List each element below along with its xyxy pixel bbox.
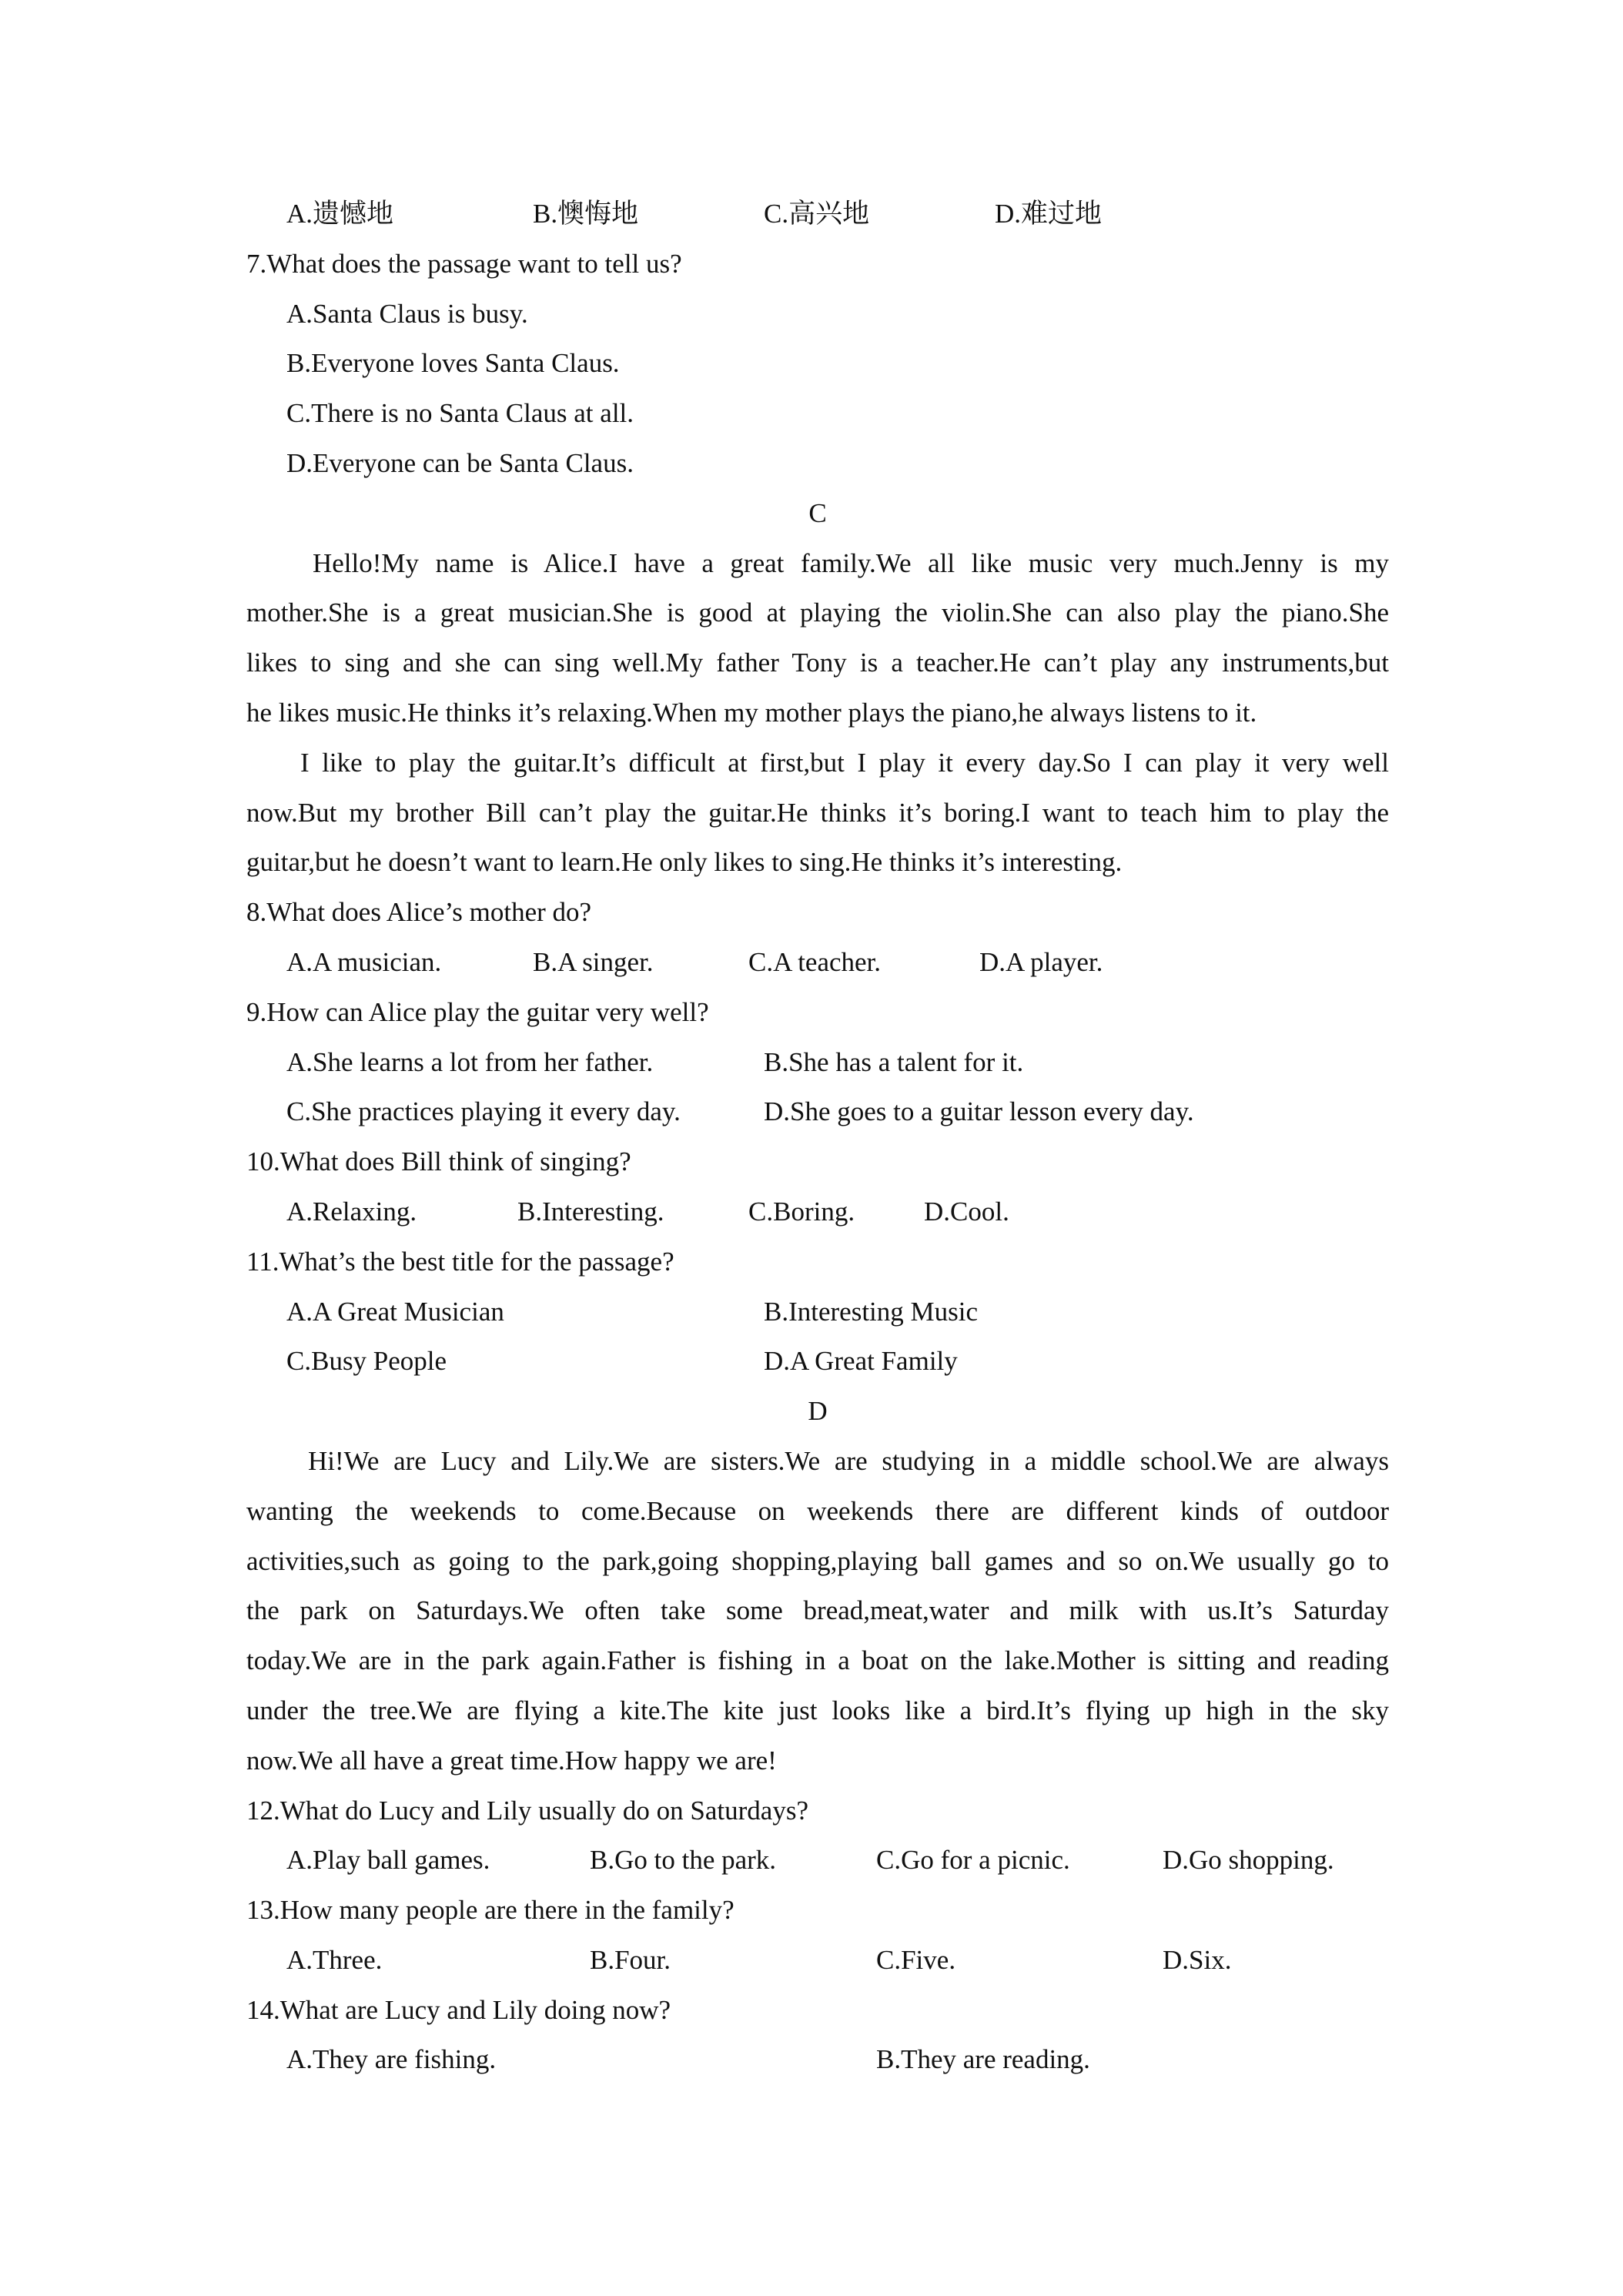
paragraph-line: mother.She is a great musician.She is good at playing the violin.She can also play the piano.She	[246, 597, 1389, 628]
q10-option-b: B.Interesting.	[517, 1196, 664, 1227]
paragraph-line: the park on Saturdays.We often take some bread,meat,water and milk with us.It’s Saturday	[246, 1595, 1389, 1626]
q6-option-a: A.遗憾地	[286, 199, 394, 229]
q8-option-c: C.A teacher.	[748, 946, 882, 977]
section-c-paragraph-2	[246, 738, 1389, 888]
q11-option-b: B.Interesting Music	[764, 1296, 979, 1327]
q7-option-d: D.Everyone can be Santa Claus.	[286, 447, 634, 478]
q7-option-b: B.Everyone loves Santa Claus.	[286, 348, 620, 379]
q12-option-c: C.Go for a picnic.	[876, 1845, 1070, 1876]
q11-options-row2	[246, 1337, 1389, 1387]
q9-options-row1	[246, 1038, 1389, 1088]
paragraph-line: now.But my brother Bill can’t play the guitar.He thinks it’s boring.I want to teach him to play the	[246, 797, 1389, 828]
section-c-heading: C	[808, 497, 827, 528]
q10-question: 10.What does Bill think of singing?	[246, 1146, 631, 1177]
q6-option-d: D.难过地	[995, 199, 1103, 229]
paragraph-line: likes to sing and she can sing well.My father Tony is a teacher.He can’t play any instruments,but	[246, 648, 1389, 678]
q13-question: 13.How many people are there in the family?	[246, 1895, 735, 1926]
q9-options-row2	[246, 1087, 1389, 1137]
q9-option-a: A.She learns a lot from her father.	[286, 1046, 654, 1077]
q12-option-d: D.Go shopping.	[1163, 1845, 1334, 1876]
q11-options-row1	[246, 1287, 1389, 1337]
q14-option-a: A.They are fishing.	[286, 2044, 497, 2075]
q11-option-c: C.Busy People	[286, 1346, 447, 1377]
q7-question: 7.What does the passage want to tell us?	[246, 248, 682, 279]
q8-question: 8.What does Alice’s mother do?	[246, 897, 592, 928]
q7-option-a: A.Santa Claus is busy.	[286, 298, 528, 329]
q6-options	[246, 189, 1389, 239]
paragraph-line: activities,such as going to the park,going shopping,playing ball games and so on.We usually go to	[246, 1545, 1389, 1576]
q12-options	[246, 1836, 1389, 1886]
q14-option-b: B.They are reading.	[876, 2044, 1090, 2075]
q7-option-c: C.There is no Santa Claus at all.	[286, 398, 634, 429]
paragraph-line: wanting the weekends to come.Because on weekends there are different kinds of outdoor	[246, 1495, 1389, 1526]
q9-option-c: C.She practices playing it every day.	[286, 1096, 681, 1127]
q8-option-b: B.A singer.	[533, 946, 654, 977]
q12-question: 12.What do Lucy and Lily usually do on Saturdays?	[246, 1795, 808, 1826]
q9-option-d: D.She goes to a guitar lesson every day.	[764, 1096, 1194, 1127]
q12-option-b: B.Go to the park.	[590, 1845, 777, 1876]
q8-option-d: D.A player.	[979, 946, 1103, 977]
q9-question: 9.How can Alice play the guitar very well?	[246, 996, 709, 1027]
paragraph-line: I like to play the guitar.It’s difficult at first,but I play it every day.So I can play it very well	[300, 747, 1389, 778]
paragraph-line: today.We are in the park again.Father is fishing in a boat on the lake.Mother is sitting and reading	[246, 1645, 1389, 1676]
q12-option-a: A.Play ball games.	[286, 1845, 490, 1876]
q13-option-a: A.Three.	[286, 1944, 383, 1975]
q8-option-a: A.A musician.	[286, 946, 442, 977]
paragraph-line: Hi!We are Lucy and Lily.We are sisters.We are studying in a middle school.We are always	[308, 1445, 1389, 1476]
q6-option-c: C.高兴地	[764, 199, 870, 229]
q13-options	[246, 1936, 1389, 1986]
q10-option-d: D.Cool.	[924, 1196, 1009, 1227]
section-d-heading: D	[808, 1396, 828, 1427]
q10-option-c: C.Boring.	[748, 1196, 855, 1227]
paragraph-line: under the tree.We are flying a kite.The kite just looks like a bird.It’s flying up high in the sky	[246, 1695, 1389, 1725]
q13-option-b: B.Four.	[590, 1944, 671, 1975]
paragraph-line: he likes music.He thinks it’s relaxing.When my mother plays the piano,he always listens to it.	[246, 697, 1257, 728]
q11-option-a: A.A Great Musician	[286, 1296, 504, 1327]
q10-options	[246, 1187, 1389, 1237]
paragraph-line: Hello!My name is Alice.I have a great family.We all like music very much.Jenny is my	[313, 547, 1389, 578]
paragraph-line: guitar,but he doesn’t want to learn.He only likes to sing.He thinks it’s interesting.	[246, 847, 1123, 878]
q6-option-b: B.懊悔地	[533, 199, 639, 229]
q14-question: 14.What are Lucy and Lily doing now?	[246, 1994, 671, 2025]
q11-question: 11.What’s the best title for the passage?	[246, 1246, 674, 1277]
q13-option-c: C.Five.	[876, 1944, 956, 1975]
q13-option-d: D.Six.	[1163, 1944, 1232, 1975]
section-c-paragraph-1	[246, 539, 1389, 738]
q11-option-d: D.A Great Family	[764, 1346, 958, 1377]
exam-page	[246, 189, 1389, 2085]
q10-option-a: A.Relaxing.	[286, 1196, 417, 1227]
q8-options	[246, 938, 1389, 988]
q14-options	[246, 2035, 1389, 2085]
q9-option-b: B.She has a talent for it.	[764, 1046, 1024, 1077]
paragraph-line: now.We all have a great time.How happy we are!	[246, 1745, 777, 1776]
section-d-paragraph-1	[246, 1437, 1389, 1786]
